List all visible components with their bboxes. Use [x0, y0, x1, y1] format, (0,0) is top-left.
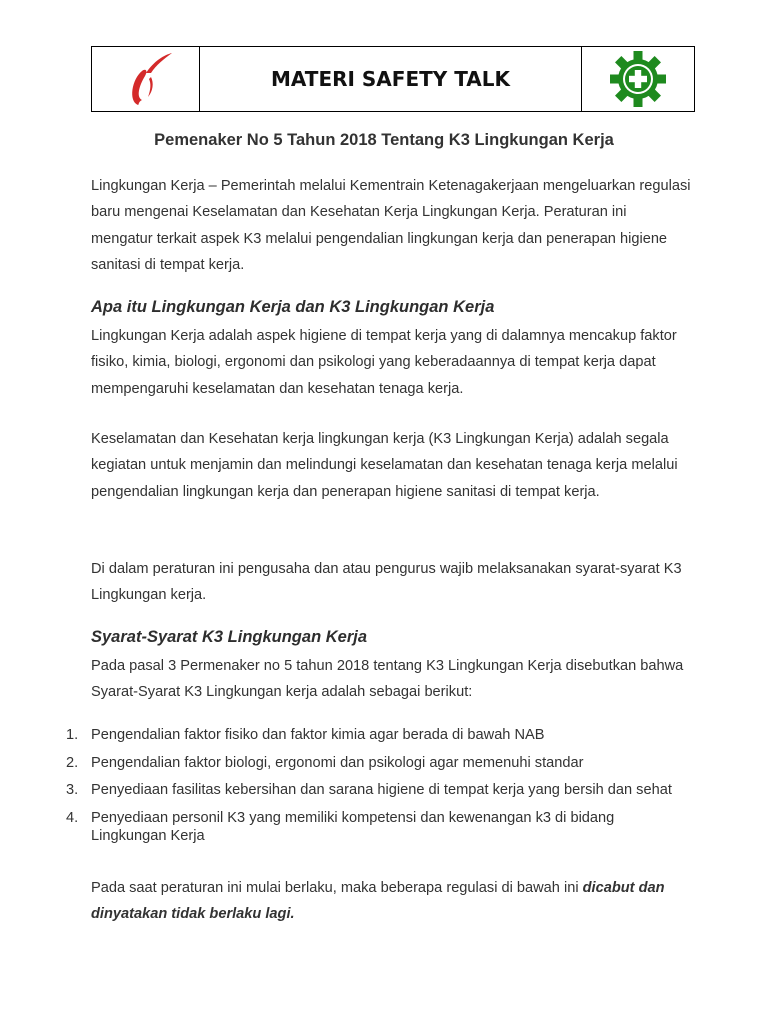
header-title: MATERI SAFETY TALK	[200, 47, 582, 111]
company-logo-icon	[118, 49, 174, 109]
list-item-number: 2.	[66, 755, 79, 771]
requirements-list	[66, 726, 686, 845]
section2-heading: Syarat-Syarat K3 Lingkungan Kerja	[91, 628, 368, 646]
intro-paragraph: Lingkungan Kerja – Pemerintah melalui Kementrain Ketenagakerjaan mengeluarkan regulasi baru mengenai Keselamatan dan Kesehatan Kerja Lingkungan Kerja. Peraturan ini mengatur terkait aspek K3 melalui pengendalian lingkungan kerja dan penerapan higiene sanitasi di tempat kerja.	[91, 178, 691, 274]
k3-gear-cross-icon	[609, 50, 667, 108]
document-title: Pemenaker No 5 Tahun 2018 Tentang K3 Lingkungan Kerja	[154, 131, 614, 149]
section1-paragraph-1: Lingkungan Kerja adalah aspek higiene di tempat kerja yang di dalamnya mencakup faktor fisiko, kimia, biologi, ergonomi dan psikologi yang keberadaannya di tempat kerja dapat mempengaruhi keselamatan dan kesehatan tenaga kerja.	[91, 328, 677, 397]
list-item	[66, 781, 686, 799]
section1-paragraph-2: Keselamatan dan Kesehatan kerja lingkungan kerja (K3 Lingkungan Kerja) adalah segala kegiatan untuk menjamin dan melindungi keselamatan dan kesehatan tenaga kerja melalui pengendalian lingkungan kerja dan penerapan higiene sanitasi di tempat kerja.	[91, 431, 678, 500]
list-item	[66, 726, 686, 744]
closing-text: Pada saat peraturan ini mulai berlaku, maka beberapa regulasi di bawah ini	[91, 880, 583, 896]
list-item-text: Penyediaan fasilitas kebersihan dan sarana higiene di tempat kerja yang bersih dan sehat	[91, 782, 672, 798]
list-item	[66, 754, 686, 772]
list-item-number: 4.	[66, 810, 79, 826]
section1-paragraph-3: Di dalam peraturan ini pengusaha dan atau pengurus wajib melaksanakan syarat-syarat K3 Lingkungan kerja.	[91, 561, 682, 604]
list-item	[66, 809, 686, 845]
section2-paragraph-1: Pada pasal 3 Permenaker no 5 tahun 2018 tentang K3 Lingkungan Kerja disebutkan bahwa Syarat-Syarat K3 Lingkungan kerja adalah sebagai berikut:	[91, 658, 684, 701]
closing-emphasis: dicabut dan dinyatakan tidak berlaku lagi.	[91, 880, 665, 923]
list-item-text: Pengendalian faktor fisiko dan faktor kimia agar berada di bawah NAB	[91, 727, 545, 743]
k3-logo-cell	[582, 47, 694, 111]
closing-paragraph	[91, 875, 691, 928]
logo-cell	[92, 47, 200, 111]
list-item-text: Penyediaan personil K3 yang memiliki kompetensi dan kewenangan k3 di bidang Lingkungan Kerja	[91, 810, 615, 844]
list-item-text: Pengendalian faktor biologi, ergonomi dan psikologi agar memenuhi standar	[91, 755, 584, 771]
section1-heading: Apa itu Lingkungan Kerja dan K3 Lingkungan Kerja	[91, 298, 495, 316]
list-item-number: 3.	[66, 782, 79, 798]
header-table	[91, 46, 695, 112]
list-item-number: 1.	[66, 727, 79, 743]
